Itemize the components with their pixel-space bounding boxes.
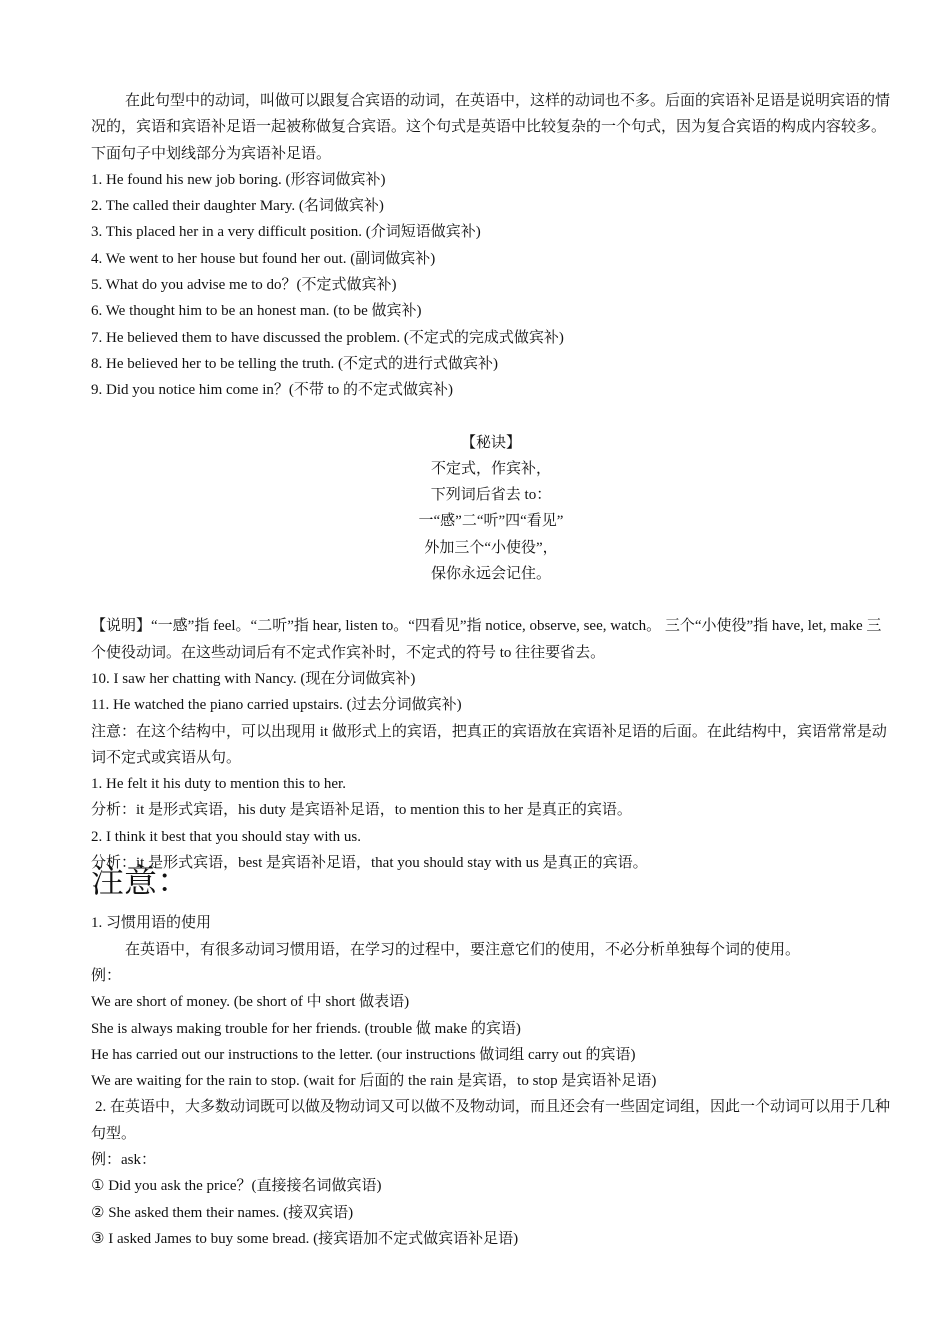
example-line: He has carried out our instructions to the letter. (our instructions 做词组 carry out 的宾语)	[91, 1046, 636, 1063]
analysis-line: 分析：it 是形式宾语，his duty 是宾语补足语，to mention this to her 是真正的宾语。	[91, 802, 632, 819]
secret-line: 保你永远会记住。	[430, 566, 551, 583]
example-line: ① Did you ask the price？(直接接名词做宾语)	[91, 1178, 382, 1195]
secret-line: 不定式，作宾补，	[430, 460, 551, 477]
intro-paragraph: 在此句型中的动词，叫做可以跟复合宾语的动词，在英语中，这样的动词也不多。后面的宾语补足语是说明宾语的情况的，宾语和宾语补足语一起被称做复合宾语。这个句式是英语中比较复杂的一个句式，因为复合宾语的构成内容较多。下面句子中划线部分为宾语补足语。	[91, 93, 891, 162]
example-line: ② She asked them their names. (接双宾语)	[91, 1204, 354, 1221]
section1-example-label: 例：	[91, 967, 122, 984]
section1-title: 1. 习惯用语的使用	[91, 915, 212, 932]
example-line: 9. Did you notice him come in？(不带 to 的不定式做宾补)	[91, 382, 454, 399]
example-line: We are waiting for the rain to stop. (wait for 后面的 the rain 是宾语，to stop 是宾语补足语)	[91, 1073, 657, 1090]
secret-line: 下列词后省去 to：	[430, 487, 552, 504]
example-line: She is always making trouble for her friends. (trouble 做 make 的宾语)	[91, 1020, 521, 1037]
example-line: 4. We went to her house but found her out. (副词做宾补)	[91, 250, 436, 267]
secret-line: 外加三个“小使役”，	[424, 539, 558, 556]
example-line: 2. The called their daughter Mary. (名词做宾补)	[91, 198, 384, 215]
spacer	[91, 587, 891, 613]
example-line: 6. We thought him to be an honest man. (to be 做宾补)	[91, 303, 422, 320]
example-line: 3. This placed her in a very difficult position. (介词短语做宾补)	[91, 224, 481, 241]
example-line: 8. He believed her to be telling the truth. (不定式的进行式做宾补)	[91, 355, 499, 372]
analysis-line: 分析：it 是形式宾语，best 是宾语补足语，that you should stay with us 是真正的宾语。	[91, 855, 648, 872]
example-line: We are short of money. (be short of 中 short 做表语)	[91, 994, 410, 1011]
spacer	[91, 404, 891, 430]
section-heading: 注意：	[91, 864, 190, 901]
example-line: 11. He watched the piano carried upstairs. (过去分词做宾补)	[91, 697, 462, 714]
it-example-line: 1. He felt it his duty to mention this to her.	[91, 776, 346, 793]
example-line: ③ I asked James to buy some bread. (接宾语加不定式做宾语补足语)	[91, 1230, 519, 1247]
document-page	[91, 88, 891, 1252]
explanation-paragraph: 【说明】“一感”指 feel。“二听”指 hear, listen to。“四看见”指 notice, observe, see, watch。 三个“小使役”指 have, let, make 三个使役动词。在这些动词后有不定式作宾补时，不定式的符号 to 往往要省去。	[91, 618, 882, 661]
section1-text: 在英语中，有很多动词习惯用语，在学习的过程中，要注意它们的使用，不必分析单独每个词的使用。	[125, 941, 801, 958]
example-line: 5. What do you advise me to do？(不定式做宾补)	[91, 277, 397, 294]
secret-line: 一“感”二“听”四“看见”	[418, 513, 564, 530]
it-example-line: 2. I think it best that you should stay with us.	[91, 828, 361, 845]
example-line: 1. He found his new job boring. (形容词做宾补)	[91, 171, 386, 188]
secret-title: 【秘诀】	[460, 434, 521, 451]
example-line: 7. He believed them to have discussed the problem. (不定式的完成式做宾补)	[91, 329, 564, 346]
note-paragraph: 注意：在这个结构中，可以出现用 it 做形式上的宾语，把真正的宾语放在宾语补足语的后面。在此结构中，宾语常常是动词不定式或宾语从句。	[91, 723, 887, 766]
section2-text: 2. 在英语中，大多数动词既可以做及物动词又可以做不及物动词，而且还会有一些固定词组，因此一个动词可以用于几种句型。	[91, 1099, 891, 1142]
example-line: 10. I saw her chatting with Nancy. (现在分词做宾补)	[91, 670, 416, 687]
section2-example-label: 例：ask：	[91, 1151, 156, 1168]
